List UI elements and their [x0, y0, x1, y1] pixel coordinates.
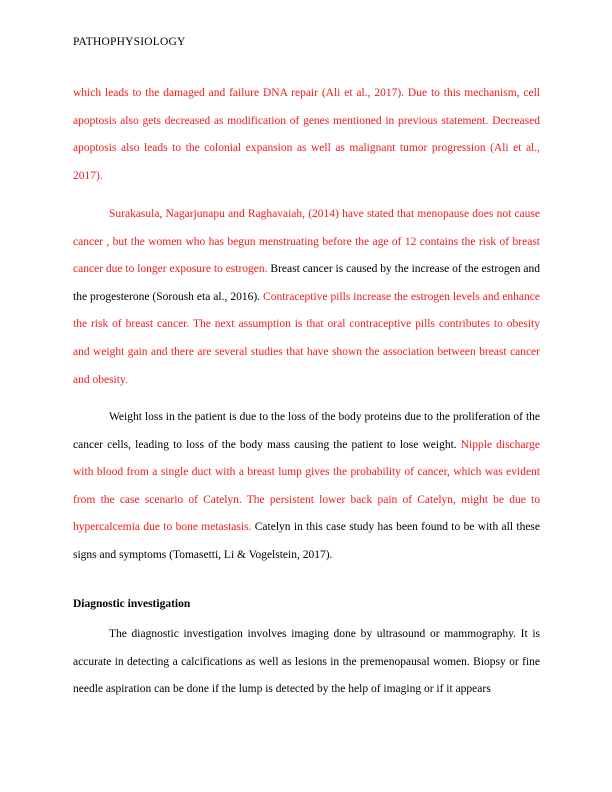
- highlighted-text: which leads to the damaged and failure DNA repair (Ali et al., 2017). Due to this mechanism, cell apoptosis also gets decreased as modification of genes mentioned in previous statement. Decreased apoptosis also leads to the colonial expansion as well as malignant tumor progression (Ali et al., 2017).: [73, 87, 540, 182]
- running-head: PATHOPHYSIOLOGY: [73, 36, 186, 48]
- paragraph-dna-repair: [73, 80, 540, 190]
- paragraph-weight-loss: [73, 404, 540, 570]
- body-text: Catelyn in this case study has been found to be with all these signs and symptoms (Tomasetti, Li & Vogelstein, 2017).: [73, 521, 540, 561]
- section-heading: Diagnostic investigation: [73, 598, 191, 610]
- highlighted-text: Contraceptive pills increase the estrogen levels and enhance the risk of breast cancer. The next assumption is that oral contraceptive pills contributes to obesity and weight gain and there are several studies that have shown the association between breast cancer and obesity.: [73, 290, 540, 386]
- body-text: Weight loss in the patient is due to the loss of the body proteins due to the proliferation of the cancer cells, leading to loss of the body mass causing the patient to lose weight.: [73, 411, 540, 451]
- body-text: Breast cancer is caused by the increase of the estrogen and the progesterone (Soroush eta al., 2016).: [73, 263, 540, 303]
- highlighted-text: Nipple discharge with blood from a single duct with a breast lump gives the probability of cancer, which was evident from the case scenario of Catelyn. The persistent lower back pain of Catelyn, might be due to hypercalcemia due to bone metastasis.: [73, 438, 540, 534]
- paragraph-diagnostic: The diagnostic investigation involves imaging done by ultrasound or mammography. It is accurate in detecting a calcifications as well as lesions in the premenopausal women. Biopsy or fine needle aspiration can be done if the lump is detected by the help of imaging or if it appears: [73, 628, 540, 696]
- highlighted-text: Surakasula, Nagarjunapu and Raghavaiah, (2014) have stated that menopause does not cause cancer , but the women who has begun menstruating before the age of 12 contains the risk of breast cancer due to longer exposure to estrogen.: [73, 208, 540, 276]
- paragraph-menopause: [73, 201, 540, 394]
